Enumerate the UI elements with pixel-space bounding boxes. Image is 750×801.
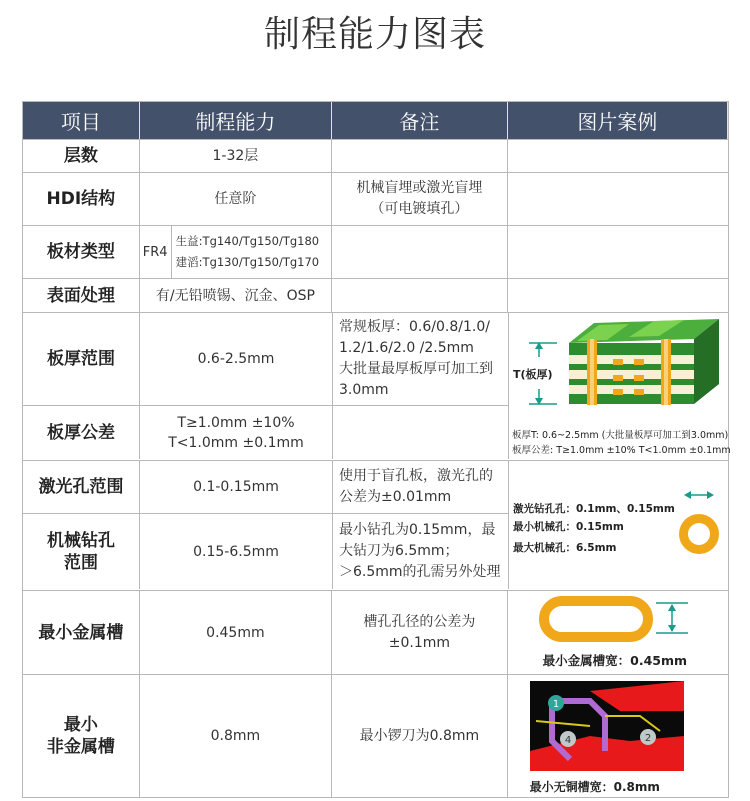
row-note bbox=[332, 591, 508, 674]
material-line: 生益:Tg140/Tg150/Tg180 bbox=[175, 234, 320, 248]
row-note bbox=[332, 279, 508, 312]
table-row bbox=[23, 140, 728, 173]
material-tag: FR4 bbox=[140, 226, 172, 278]
row-label bbox=[23, 514, 140, 589]
note-line: 大批量最厚板厚可加工到 bbox=[339, 361, 493, 377]
pcb-caption: 板厚T: 0.6~2.5mm (大批量板厚可加工到3.0mm) bbox=[512, 430, 729, 441]
note-line: 槽孔孔径的公差为 bbox=[363, 613, 476, 630]
row-note bbox=[333, 461, 509, 513]
table-row bbox=[23, 173, 728, 226]
table-row bbox=[23, 406, 509, 459]
header-note: 备注 bbox=[332, 102, 508, 139]
pin-label: 1 bbox=[552, 699, 559, 710]
row-capability bbox=[140, 406, 333, 459]
hole-caption: 最大机械孔：6.5mm bbox=[513, 542, 617, 554]
drill-hole-ring-icon bbox=[669, 489, 729, 559]
row-capability: 有/无铅喷锡、沉金、OSP bbox=[140, 279, 332, 312]
header-capability: 制程能力 bbox=[140, 102, 332, 139]
note-line: 最小锣刀为0.8mm bbox=[359, 727, 480, 744]
hole-image bbox=[509, 461, 728, 590]
row-label: HDI结构 bbox=[23, 173, 140, 225]
label-line: 范围 bbox=[64, 552, 98, 573]
hole-caption: 激光钻孔孔：0.1mm、0.15mm bbox=[513, 503, 675, 515]
row-label: 最小金属槽 bbox=[23, 591, 140, 674]
capability-line: T≥1.0mm ±10% bbox=[177, 414, 295, 431]
row-capability: 任意阶 bbox=[140, 173, 332, 225]
row-capability: 0.45mm bbox=[140, 591, 332, 674]
row-image bbox=[508, 173, 728, 225]
row-note bbox=[333, 406, 509, 459]
capability-table bbox=[22, 101, 729, 798]
table-row bbox=[23, 313, 509, 406]
row-label bbox=[23, 675, 140, 797]
table-row bbox=[23, 514, 509, 589]
row-note bbox=[332, 140, 508, 172]
table-row bbox=[23, 675, 728, 797]
header-image: 图片案例 bbox=[508, 102, 728, 139]
label-line: 最小 bbox=[63, 715, 98, 735]
row-image bbox=[508, 226, 728, 278]
note-line: 1.2/1.6/2.0 /2.5mm bbox=[339, 340, 474, 356]
row-label: 板厚公差 bbox=[23, 406, 140, 459]
row-capability: 0.6-2.5mm bbox=[140, 313, 333, 405]
row-image bbox=[508, 140, 728, 172]
note-line: 3.0mm bbox=[339, 382, 389, 398]
row-note bbox=[333, 514, 509, 589]
capability-line: T<1.0mm ±0.1mm bbox=[168, 434, 304, 451]
pcb-caption: 板厚公差: T≥1.0mm ±10% T<1.0mm ±0.1mm bbox=[512, 445, 731, 456]
row-label: 表面处理 bbox=[23, 279, 140, 312]
note-line: 最小钻孔为0.15mm，最 bbox=[339, 522, 496, 538]
hole-caption: 最小机械孔：0.15mm bbox=[513, 521, 624, 533]
nonmetal-slot-caption: 最小无铜槽宽：0.8mm bbox=[529, 780, 660, 794]
row-note bbox=[333, 313, 509, 405]
row-capability bbox=[140, 226, 332, 278]
table-row bbox=[23, 461, 509, 514]
note-line: ±0.1mm bbox=[388, 634, 451, 651]
table-row bbox=[23, 226, 728, 279]
table-header bbox=[23, 102, 728, 140]
row-capability: 0.8mm bbox=[140, 675, 332, 797]
metal-slot-caption: 最小金属槽宽：0.45mm bbox=[542, 653, 688, 668]
metal-slot-image bbox=[508, 591, 728, 674]
nonmetal-slot-board bbox=[530, 681, 684, 771]
row-label: 板厚范围 bbox=[23, 313, 140, 405]
table-row bbox=[23, 591, 728, 675]
table-row bbox=[23, 279, 728, 313]
metal-slot-icon bbox=[538, 595, 698, 645]
header-item: 项目 bbox=[23, 102, 140, 139]
row-image bbox=[508, 279, 728, 312]
pcb-stackup-image bbox=[509, 313, 730, 460]
note-line: 机械盲埋或激光盲埋 bbox=[356, 180, 483, 196]
row-label: 激光孔范围 bbox=[23, 461, 140, 513]
row-capability: 0.1-0.15mm bbox=[140, 461, 333, 513]
label-line: 机械钻孔 bbox=[47, 530, 115, 551]
material-line: 建滔:Tg130/Tg150/Tg170 bbox=[175, 255, 320, 269]
row-label: 层数 bbox=[23, 140, 140, 172]
row-note bbox=[332, 173, 508, 225]
thickness-label: T(板厚) bbox=[513, 368, 553, 381]
row-note bbox=[332, 675, 508, 797]
note-line: 大钻刀为6.5mm； bbox=[339, 543, 459, 559]
pin-label: 2 bbox=[644, 733, 651, 744]
pin-label: 4 bbox=[564, 735, 571, 746]
label-line: 非金属槽 bbox=[46, 737, 115, 757]
row-label: 板材类型 bbox=[23, 226, 140, 278]
row-capability: 1-32层 bbox=[140, 140, 332, 172]
page-title: 制程能力图表 bbox=[263, 14, 486, 55]
note-line: （可电镀填孔） bbox=[370, 201, 469, 217]
note-line: 公差为±0.01mm bbox=[339, 489, 452, 505]
note-line: 使用于盲孔板，激光孔的 bbox=[339, 468, 493, 484]
nonmetal-slot-image bbox=[508, 675, 728, 797]
note-line: 常规板厚：0.6/0.8/1.0/ bbox=[339, 319, 490, 335]
note-line: ＞6.5mm的孔需另外处理 bbox=[339, 564, 501, 580]
row-capability: 0.15-6.5mm bbox=[140, 514, 333, 589]
row-note bbox=[332, 226, 508, 278]
